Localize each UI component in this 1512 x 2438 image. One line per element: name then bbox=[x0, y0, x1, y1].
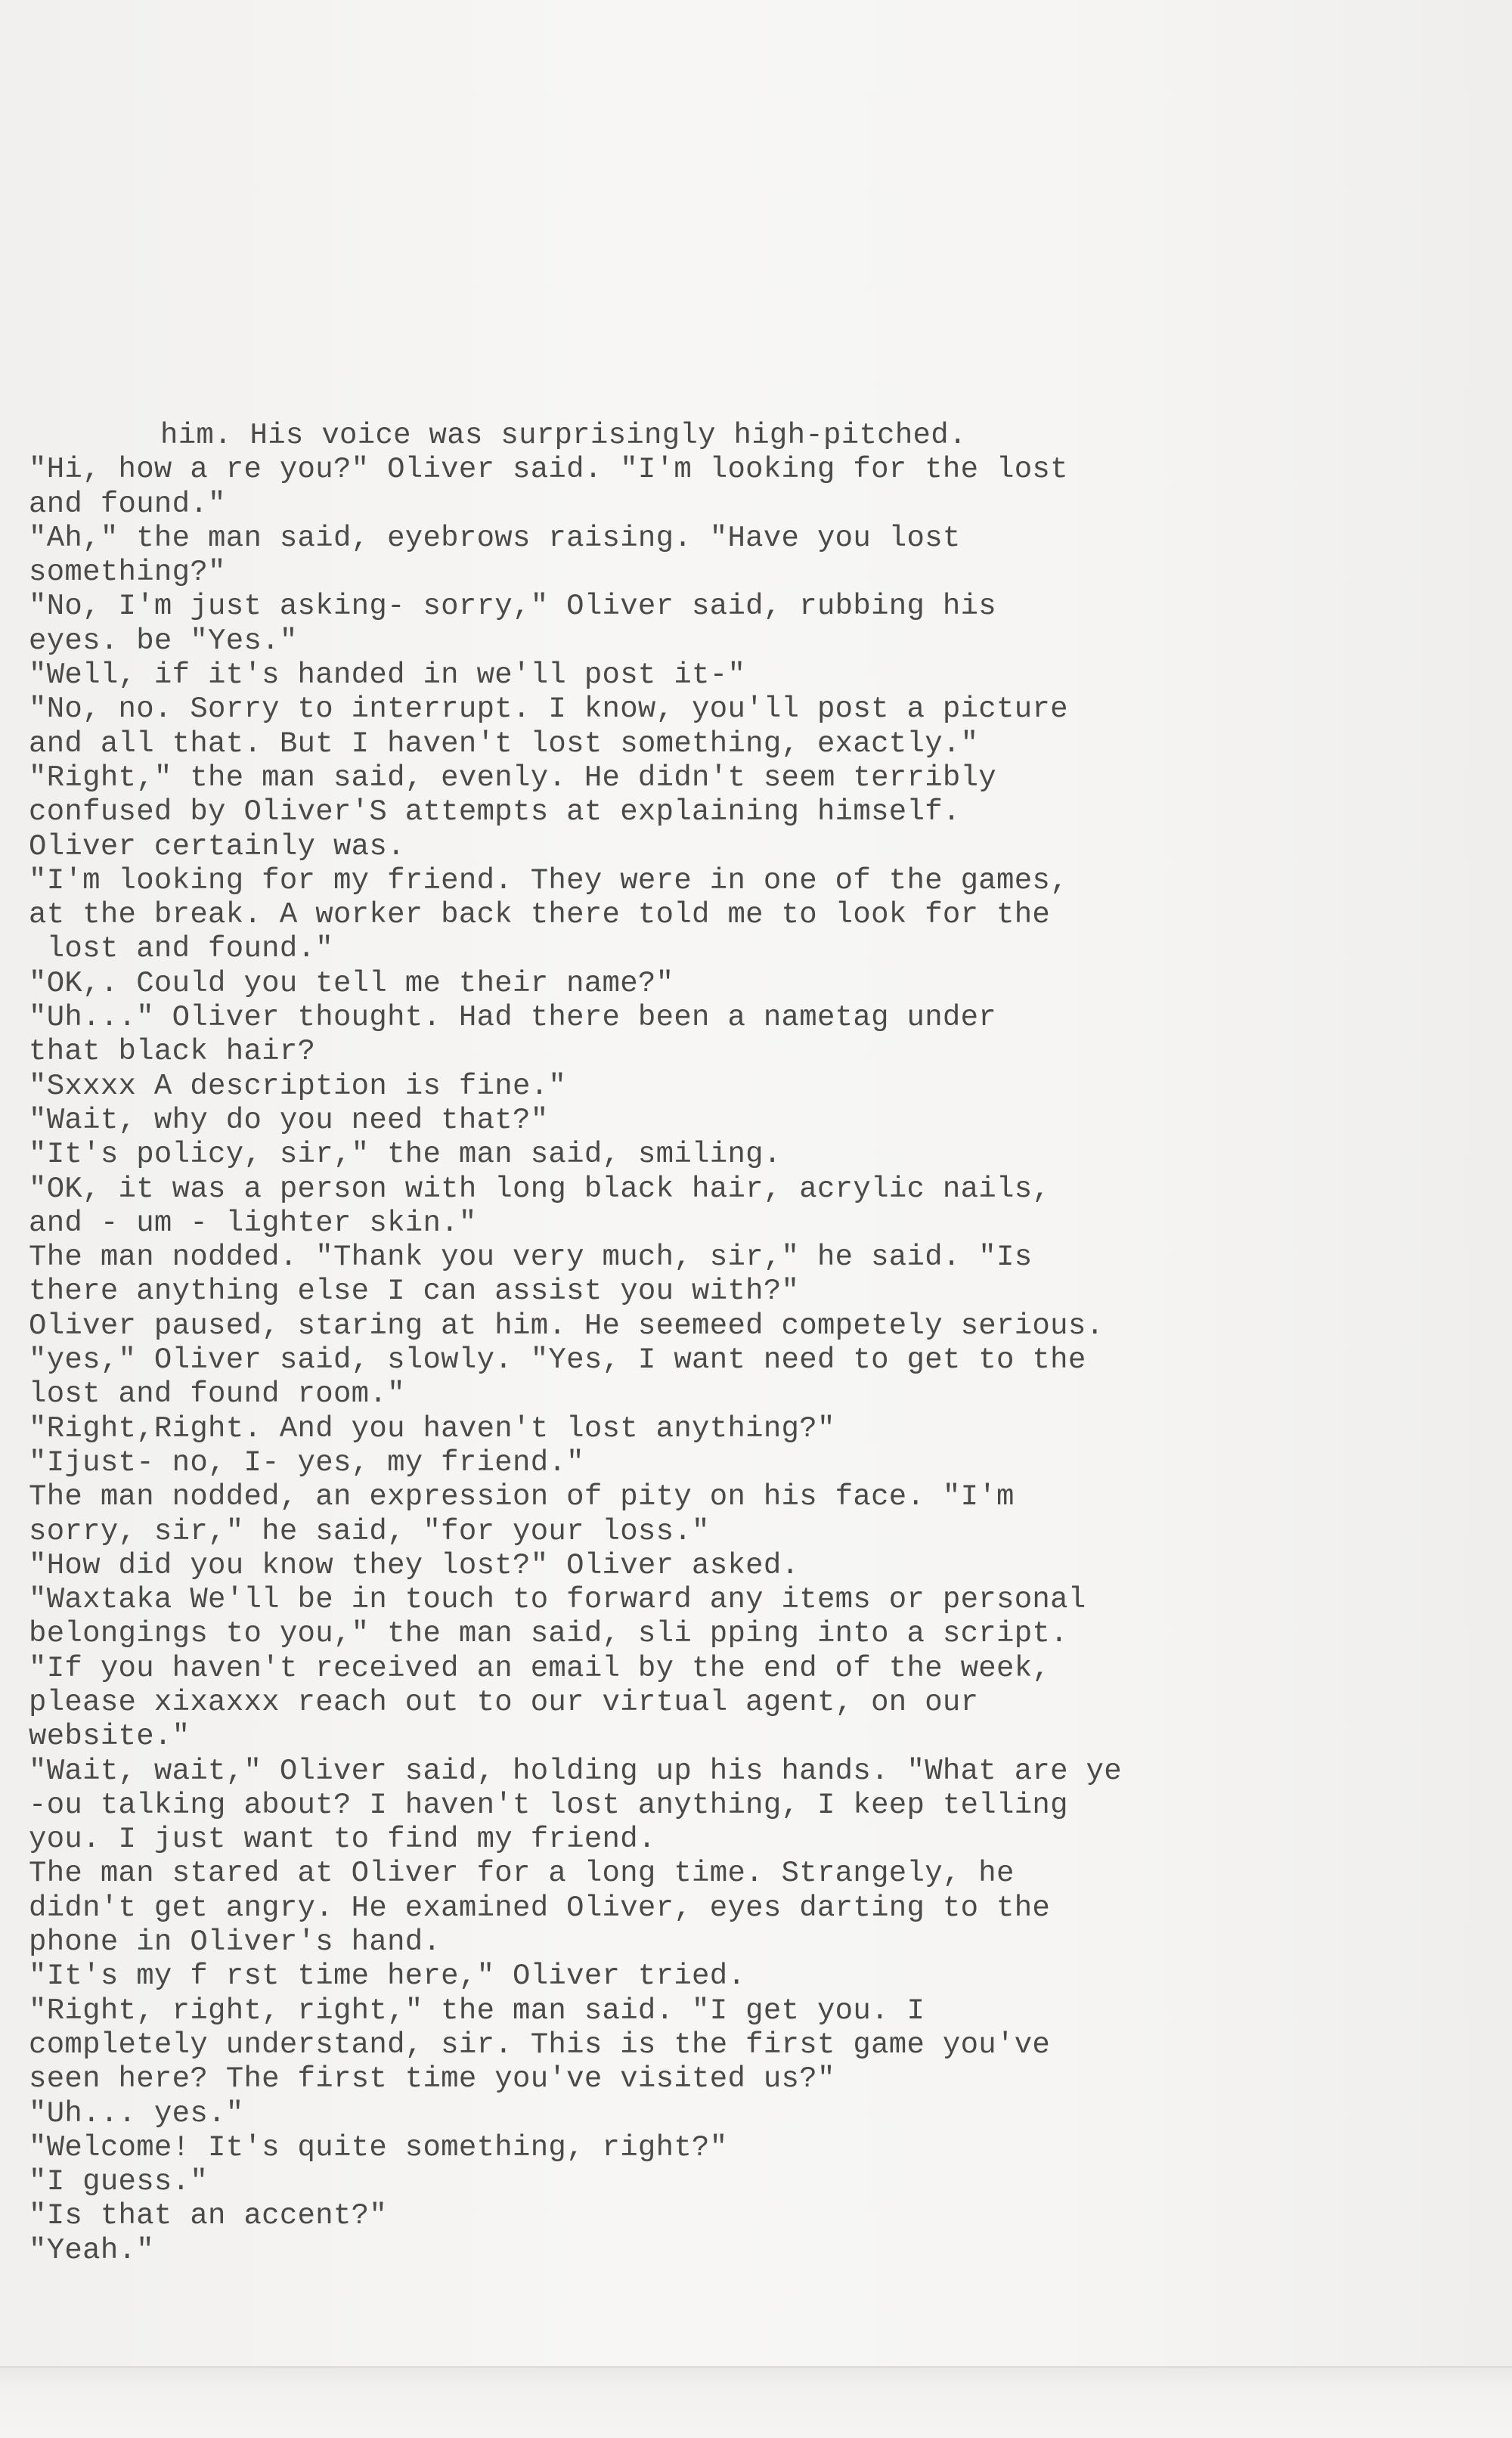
page-bottom-edge bbox=[0, 2366, 1512, 2438]
text-line: "If you haven't received an email by the end of the week, bbox=[29, 1651, 1051, 1685]
text-line: "Right,Right. And you haven't lost anything?" bbox=[29, 1411, 835, 1445]
text-line: him. His voice was surprisingly high-pitched. bbox=[160, 419, 967, 452]
text-line: "I guess." bbox=[29, 2165, 209, 2199]
text-line: didn't get angry. He examined Oliver, eyes darting to the bbox=[29, 1891, 1051, 1925]
text-line: "Well, if it's handed in we'll post it-" bbox=[29, 658, 746, 692]
text-line: "Ijust- no, I- yes, my friend." bbox=[29, 1445, 584, 1479]
text-line: "How did you know they lost?" Oliver asked. bbox=[29, 1548, 800, 1582]
text-line: "Hi, how a re you?" Oliver said. "I'm looking for the lost bbox=[29, 453, 1068, 487]
text-line: -ou talking about? I haven't lost anything, I keep telling bbox=[29, 1788, 1068, 1822]
text-line: at the break. A worker back there told me to look for the bbox=[29, 898, 1051, 932]
text-line: "Sxxxx A description is fine." bbox=[29, 1069, 567, 1103]
text-line: "yes," Oliver said, slowly. "Yes, I want need to get to the bbox=[29, 1343, 1086, 1377]
text-line: please xixaxxx reach out to our virtual agent, on our bbox=[29, 1685, 979, 1719]
text-line: and found." bbox=[29, 487, 226, 521]
text-line: and all that. But I haven't lost something, exactly." bbox=[29, 726, 979, 761]
text-line: "It's my f rst time here," Oliver tried. bbox=[29, 1959, 746, 1993]
text-line: sorry, sir," he said, "for your loss." bbox=[29, 1514, 710, 1548]
text-line: "Yeah." bbox=[29, 2233, 154, 2267]
text-line: "Is that an accent?" bbox=[29, 2199, 388, 2233]
text-line: The man nodded. "Thank you very much, sir," he said. "Is bbox=[29, 1241, 1033, 1275]
text-line: "Right, right, right," the man said. "I get you. I bbox=[29, 1993, 925, 2028]
text-line: you. I just want to find my friend. bbox=[29, 1823, 656, 1857]
text-line: lost and found." bbox=[29, 932, 333, 966]
text-line: belongings to you," the man said, sli pping into a script. bbox=[29, 1617, 1068, 1651]
text-line: "I'm looking for my friend. They were in one of the games, bbox=[29, 863, 1068, 897]
text-line: eyes. be "Yes." bbox=[29, 624, 298, 658]
text-line: that black hair? bbox=[29, 1035, 316, 1069]
text-line: "Right," the man said, evenly. He didn't seem terribly bbox=[29, 761, 997, 795]
text-line: confused by Oliver'S attempts at explaining himself. bbox=[29, 795, 961, 829]
text-line: "It's policy, sir," the man said, smiling. bbox=[29, 1138, 782, 1172]
text-line: The man stared at Oliver for a long time. Strangely, he bbox=[29, 1857, 1015, 1891]
text-line: "OK,. Could you tell me their name?" bbox=[29, 966, 674, 1000]
text-line: something?" bbox=[29, 556, 226, 590]
text-line: "Wait, why do you need that?" bbox=[29, 1103, 549, 1137]
text-line: Oliver certainly was. bbox=[29, 829, 405, 863]
text-line: The man nodded, an expression of pity on his face. "I'm bbox=[29, 1480, 1015, 1514]
text-line: "No, no. Sorry to interrupt. I know, you'll post a picture bbox=[29, 692, 1068, 726]
text-line: "OK, it was a person with long black hair, acrylic nails, bbox=[29, 1172, 1051, 1206]
text-line: there anything else I can assist you with?" bbox=[29, 1275, 800, 1309]
text-line: website." bbox=[29, 1720, 191, 1754]
text-line: phone in Oliver's hand. bbox=[29, 1925, 442, 1959]
text-line: "Uh..." Oliver thought. Had there been a nametag under bbox=[29, 1001, 997, 1035]
text-line: seen here? The first time you've visited us?" bbox=[29, 2062, 835, 2096]
text-line: and - um - lighter skin." bbox=[29, 1206, 477, 1240]
text-line: completely understand, sir. This is the first game you've bbox=[29, 2028, 1051, 2062]
text-line: "Welcome! It's quite something, right?" bbox=[29, 2130, 728, 2164]
typed-text-body bbox=[29, 419, 1269, 2268]
text-line: Oliver paused, staring at him. He seemeed competely serious. bbox=[29, 1309, 1105, 1343]
text-line: "Uh... yes." bbox=[29, 2096, 244, 2130]
text-line: lost and found room." bbox=[29, 1377, 405, 1411]
text-line: "Wait, wait," Oliver said, holding up his hands. "What are ye bbox=[29, 1754, 1122, 1788]
text-line: "No, I'm just asking- sorry," Oliver said, rubbing his bbox=[29, 590, 997, 624]
text-line: "Ah," the man said, eyebrows raising. "Have you lost bbox=[29, 521, 961, 555]
text-line: "Waxtaka We'll be in touch to forward any items or personal bbox=[29, 1583, 1086, 1617]
